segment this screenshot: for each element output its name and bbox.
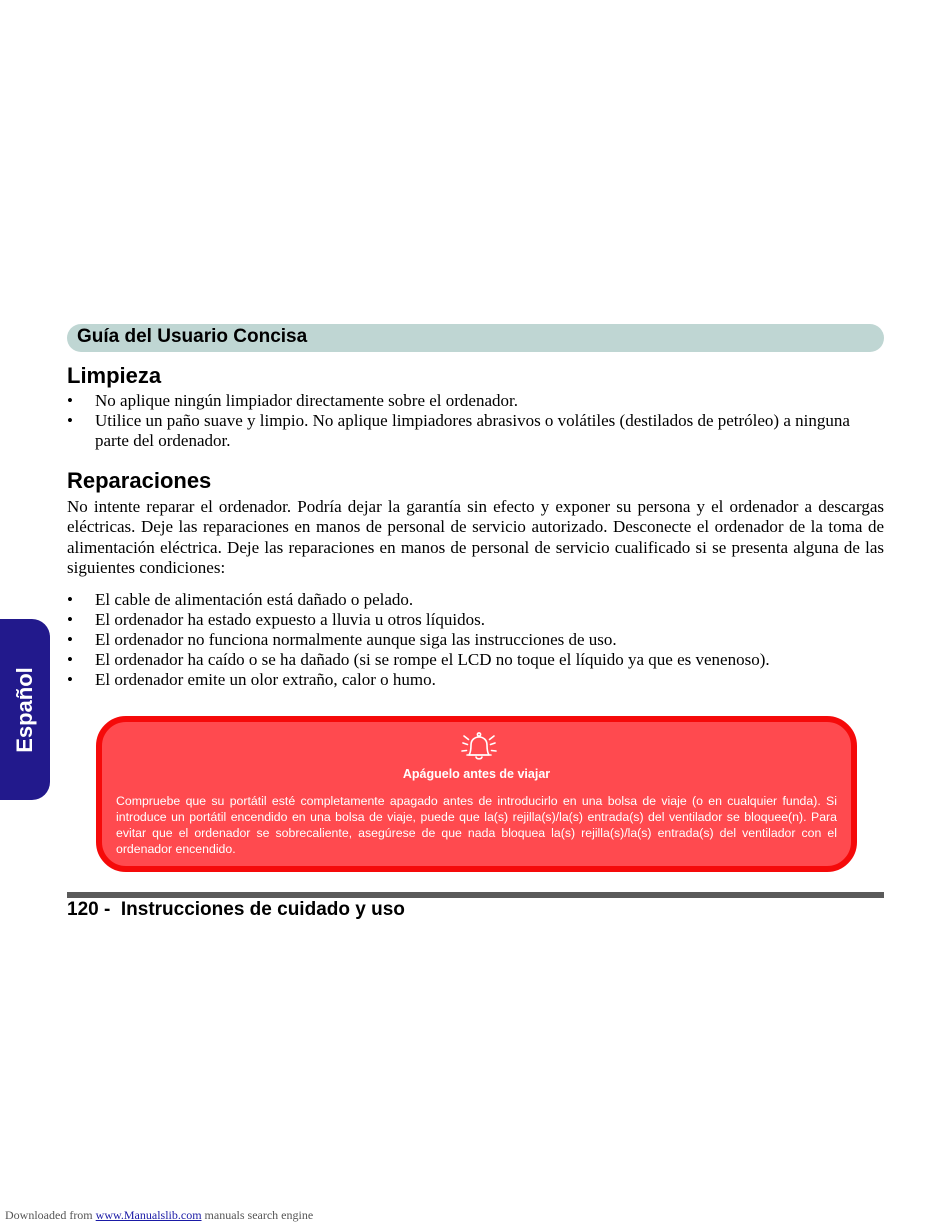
manualslib-link[interactable]: www.Manualslib.com [95, 1208, 202, 1222]
repairs-paragraph: No intente reparar el ordenador. Podría dejar la garantía sin efecto y exponer su persona y el ordenador a descargas eléctricas. Deje las reparaciones en manos de personal de servicio autorizado. Desconecte el ordenador de la toma de alimentación eléctrica. Deje las reparaciones en manos de personal de servicio cualificado si se presenta alguna de las siguientes condiciones: [67, 497, 884, 577]
repairs-bullet-list [67, 590, 884, 690]
list-item: • No aplique ningún limpiador directamente sobre el ordenador. [67, 391, 884, 411]
list-item: • El ordenador no funciona normalmente aunque siga las instrucciones de uso. [67, 630, 884, 650]
language-side-tab [0, 619, 50, 800]
header-title: Guía del Usuario Concisa [77, 326, 308, 347]
download-note-suffix: manuals search engine [204, 1208, 314, 1222]
warning-text: Compruebe que su portátil esté completamente apagado antes de introducirlo en una bolsa de viaje (o en cualquier funda). Si introduce un portátil encendido en una bolsa de viaje, puede que la(s) rejilla(s)/la(s) entrada(s) del ventilador se bloquee(n). Para evitar que el ordenador se sobrecaliente, asegúrese de que nada bloquea la(s) rejilla(s)/la(s) entrada(s) del ventilador con el ordenador encendido. [116, 794, 837, 856]
page-footer-label: 120 - Instrucciones de cuidado y uso [67, 899, 405, 920]
language-tab-label: Español [12, 666, 37, 753]
list-item: • El ordenador emite un olor extraño, calor o humo. [67, 670, 884, 690]
list-item: • El ordenador ha caído o se ha dañado (si se rompe el LCD no toque el líquido ya que es venenoso). [67, 650, 884, 670]
download-note-prefix: Downloaded from [5, 1208, 93, 1222]
list-item: • Utilice un paño suave y limpio. No aplique limpiadores abrasivos o volátiles (destilados de petróleo) a ninguna parte del ordenador. [67, 411, 884, 451]
list-item: • El cable de alimentación está dañado o pelado. [67, 590, 884, 610]
section-heading-cleaning: Limpieza [67, 363, 162, 388]
list-item: • El ordenador ha estado expuesto a lluvia u otros líquidos. [67, 610, 884, 630]
download-note [5, 1208, 313, 1223]
header-bar [67, 324, 884, 352]
warning-box [96, 716, 857, 872]
cleaning-bullet-list [67, 391, 884, 451]
alarm-bell-icon [459, 730, 499, 764]
warning-title: Apáguelo antes de viajar [402, 767, 551, 781]
section-heading-repairs: Reparaciones [67, 468, 212, 493]
footer-divider [67, 892, 884, 898]
